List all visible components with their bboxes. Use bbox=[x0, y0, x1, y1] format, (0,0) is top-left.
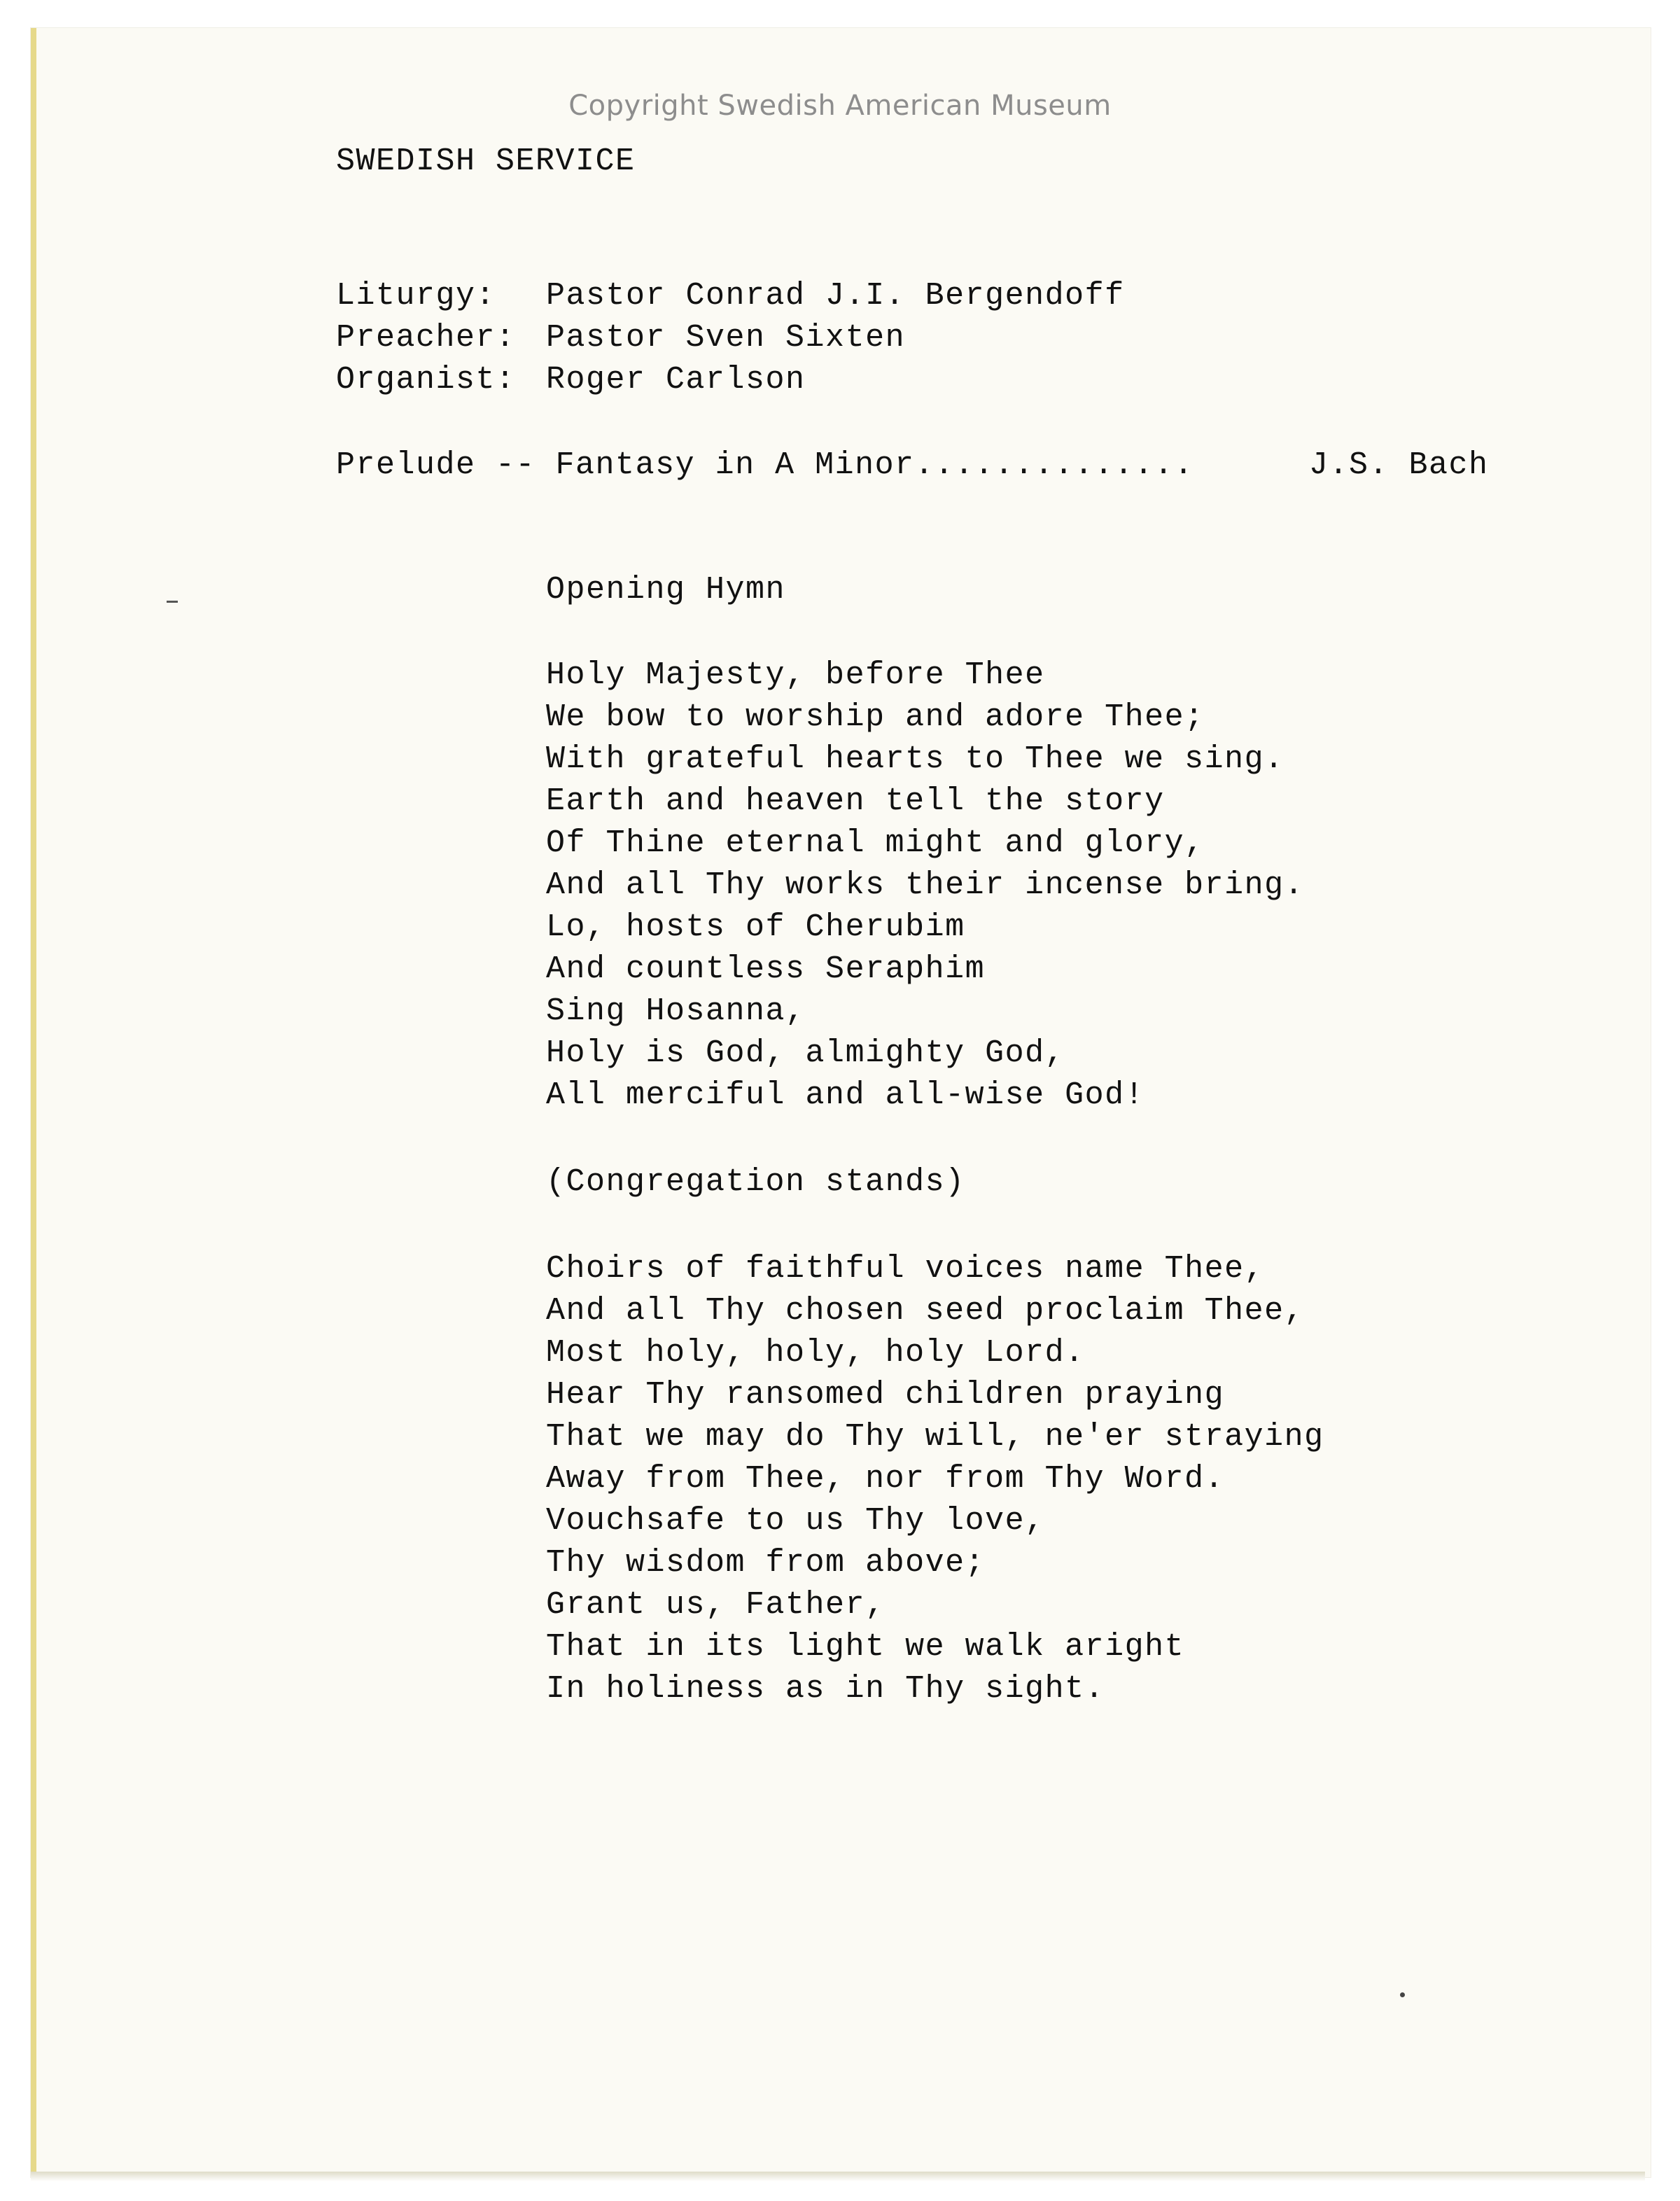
verse2-line: Choirs of faithful voices name Thee, bbox=[546, 1251, 1265, 1287]
paper-speck bbox=[1400, 1992, 1405, 1997]
preacher-name: Pastor Sven Sixten bbox=[546, 320, 906, 356]
verse1-line: With grateful hearts to Thee we sing. bbox=[546, 741, 1284, 777]
verse2-line: And all Thy chosen seed proclaim Thee, bbox=[546, 1293, 1305, 1329]
verse1-line: Sing Hosanna, bbox=[546, 993, 806, 1029]
verse1-line: Holy is God, almighty God, bbox=[546, 1035, 1065, 1071]
copyright-watermark: Copyright Swedish American Museum bbox=[568, 90, 1112, 122]
verse2-line: Thy wisdom from above; bbox=[546, 1545, 986, 1581]
prelude-composer: J.S. Bach bbox=[1309, 447, 1489, 483]
prelude-line: Prelude -- Fantasy in A Minor.............. bbox=[336, 447, 1194, 483]
page-heading: SWEDISH SERVICE bbox=[336, 144, 636, 179]
verse1-line: Earth and heaven tell the story bbox=[546, 783, 1165, 819]
verse2-line: Grant us, Father, bbox=[546, 1587, 886, 1623]
verse2-line: Most holy, holy, holy Lord. bbox=[546, 1335, 1085, 1371]
organist-label: Organist: bbox=[336, 362, 516, 398]
congregation-note: (Congregation stands) bbox=[546, 1164, 965, 1200]
opening-hymn-title: Opening Hymn bbox=[546, 572, 786, 608]
verse2-line: Vouchsafe to us Thy love, bbox=[546, 1503, 1045, 1539]
verse2-line: Hear Thy ransomed children praying bbox=[546, 1377, 1225, 1413]
organist-name: Roger Carlson bbox=[546, 362, 806, 398]
verse2-line: That we may do Thy will, ne'er straying bbox=[546, 1419, 1324, 1455]
verse1-line: And countless Seraphim bbox=[546, 951, 986, 987]
verse1-line: Lo, hosts of Cherubim bbox=[546, 909, 965, 945]
margin-mark bbox=[167, 601, 178, 603]
verse1-line: Holy Majesty, before Thee bbox=[546, 657, 1045, 693]
verse2-line: Away from Thee, nor from Thy Word. bbox=[546, 1461, 1225, 1497]
verse1-line: Of Thine eternal might and glory, bbox=[546, 825, 1205, 861]
liturgy-label: Liturgy: bbox=[336, 278, 496, 314]
preacher-label: Preacher: bbox=[336, 320, 516, 356]
verse2-line: In holiness as in Thy sight. bbox=[546, 1671, 1105, 1707]
verse1-line: And all Thy works their incense bring. bbox=[546, 867, 1305, 903]
liturgy-name: Pastor Conrad J.I. Bergendoff bbox=[546, 278, 1125, 314]
page-bottom-edge bbox=[31, 2172, 1645, 2181]
verse1-line: All merciful and all-wise God! bbox=[546, 1077, 1145, 1113]
verse2-line: That in its light we walk aright bbox=[546, 1629, 1185, 1665]
verse1-line: We bow to worship and adore Thee; bbox=[546, 699, 1205, 735]
